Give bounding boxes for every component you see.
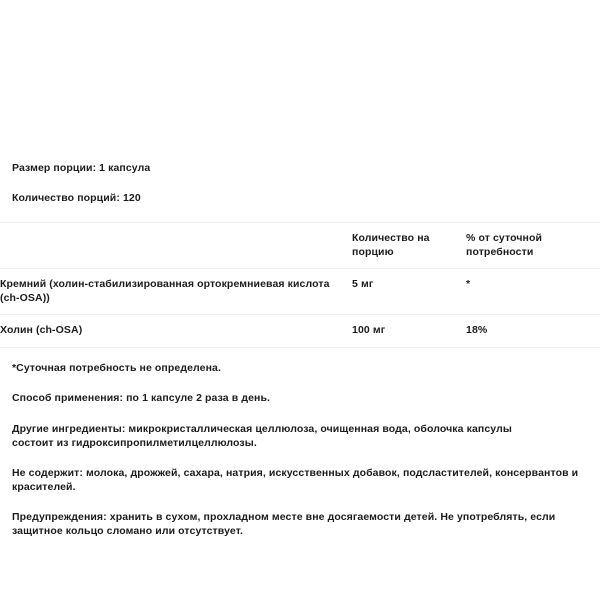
table-body — [0, 269, 600, 348]
table-header — [0, 223, 600, 269]
daily-value-footnote: *Суточная потребность не определена. — [12, 361, 222, 374]
ingredient-daily-value: * — [466, 278, 471, 290]
other-ingredients-text: Другие ингредиенты: микрокристаллическая целлюлоза, очищенная вода, оболочка капсулы состоит из гидроксипропилметилцеллюлозы. — [12, 422, 512, 449]
free-of-text: Не содержит: молока, дрожжей, сахара, натрия, искусственных добавок, подсластителей, консервантов и красителей. — [12, 466, 579, 493]
table-row — [0, 269, 600, 315]
ingredient-name: Кремний (холин-стабилизированная ортокремниевая кислота (ch-OSA)) — [0, 278, 330, 304]
supplement-facts-table — [0, 222, 600, 348]
column-header-ingredient — [0, 223, 352, 269]
supplement-facts-content — [0, 162, 600, 538]
servings-per-container-line: Количество порций: 120 — [12, 192, 141, 204]
ingredient-amount: 5 мг — [352, 278, 374, 290]
column-header-amount-per-serving: Количество на порцию — [352, 232, 430, 258]
table-row — [0, 315, 600, 348]
serving-size-line: Размер порции: 1 капсула — [12, 162, 151, 174]
ingredient-daily-value: 18% — [466, 324, 488, 336]
ingredient-name: Холин (ch-OSA) — [0, 324, 83, 336]
directions-text: Способ применения: по 1 капсуле 2 раза в день. — [12, 391, 271, 404]
ingredient-amount: 100 мг — [352, 324, 386, 336]
warnings-text: Предупреждения: хранить в сухом, прохладном месте вне досягаемости детей. Не употреблять, если защитное кольцо сломано или отсутствует. — [12, 510, 556, 537]
table-header-row — [0, 223, 600, 269]
column-header-daily-value: % от суточной потребности — [466, 232, 543, 258]
